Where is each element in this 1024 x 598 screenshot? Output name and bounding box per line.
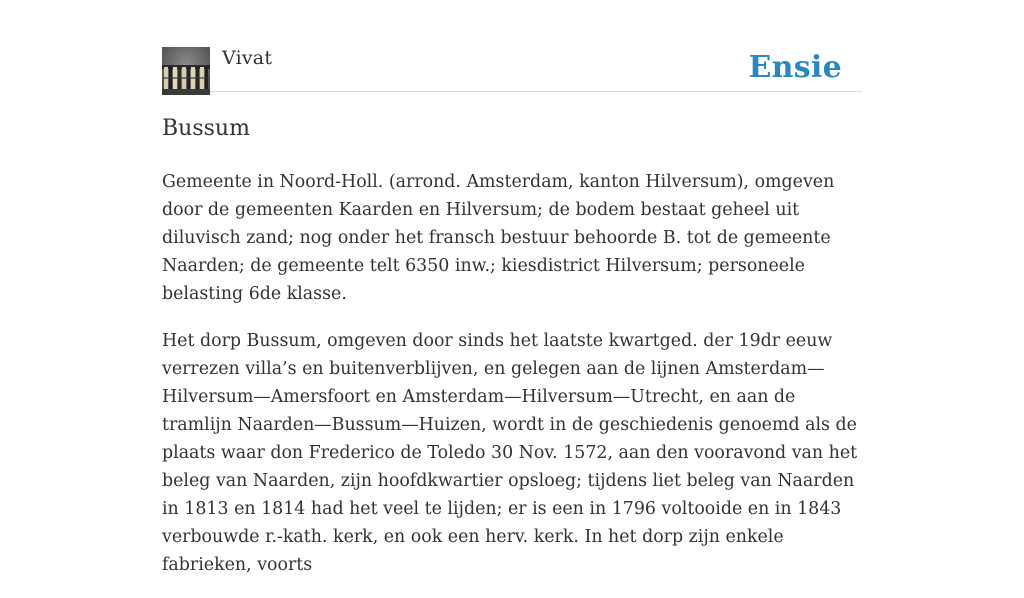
article-paragraph: Het dorp Bussum, omgeven door sinds het laatste kwartged. der 19dr eeuw verrezen villa’s en buitenverblijven, en gelegen aan de lijnen Amsterdam—Hilversum—Amersfoort en Amsterdam—Hilversum—Utrecht, en aan de tramlijn Naarden—Bussum—Huizen, wordt in de geschiedenis genoemd als de plaats waar don Frederico de Toledo 30 Nov. 1572, aan den vooravond van het beleg van Naarden, zijn hoofdkwartier opsloeg; tijdens liet beleg van Naarden in 1813 en 1814 had het veel te lijden; er is een in 1796 voltooide en in 1843 verbouwde r.-kath. kerk, en ook een herv. kerk. In het dorp zijn enkele fabrieken, voorts <box>162 331 858 575</box>
article-body <box>162 168 862 598</box>
article-paragraph: Gemeente in Noord-Holl. (arrond. Amsterdam, kanton Hilversum), omgeven door de gemeenten Kaarden en Hilversum; de bodem bestaat geheel uit diluvisch zand; nog onder het fransch bestuur behoorde B. tot de gemeente Naarden; de gemeente telt 6350 inw.; kiesdistrict Hilversum; personeele belasting 6de klasse. <box>162 172 835 304</box>
brand-logo[interactable]: Ensie <box>748 50 842 85</box>
site-name[interactable]: Vivat <box>222 47 273 69</box>
avatar[interactable] <box>162 47 210 95</box>
page-title: Bussum <box>162 116 250 141</box>
page <box>162 0 862 575</box>
book-spines-icon <box>162 47 210 95</box>
header <box>162 0 862 92</box>
